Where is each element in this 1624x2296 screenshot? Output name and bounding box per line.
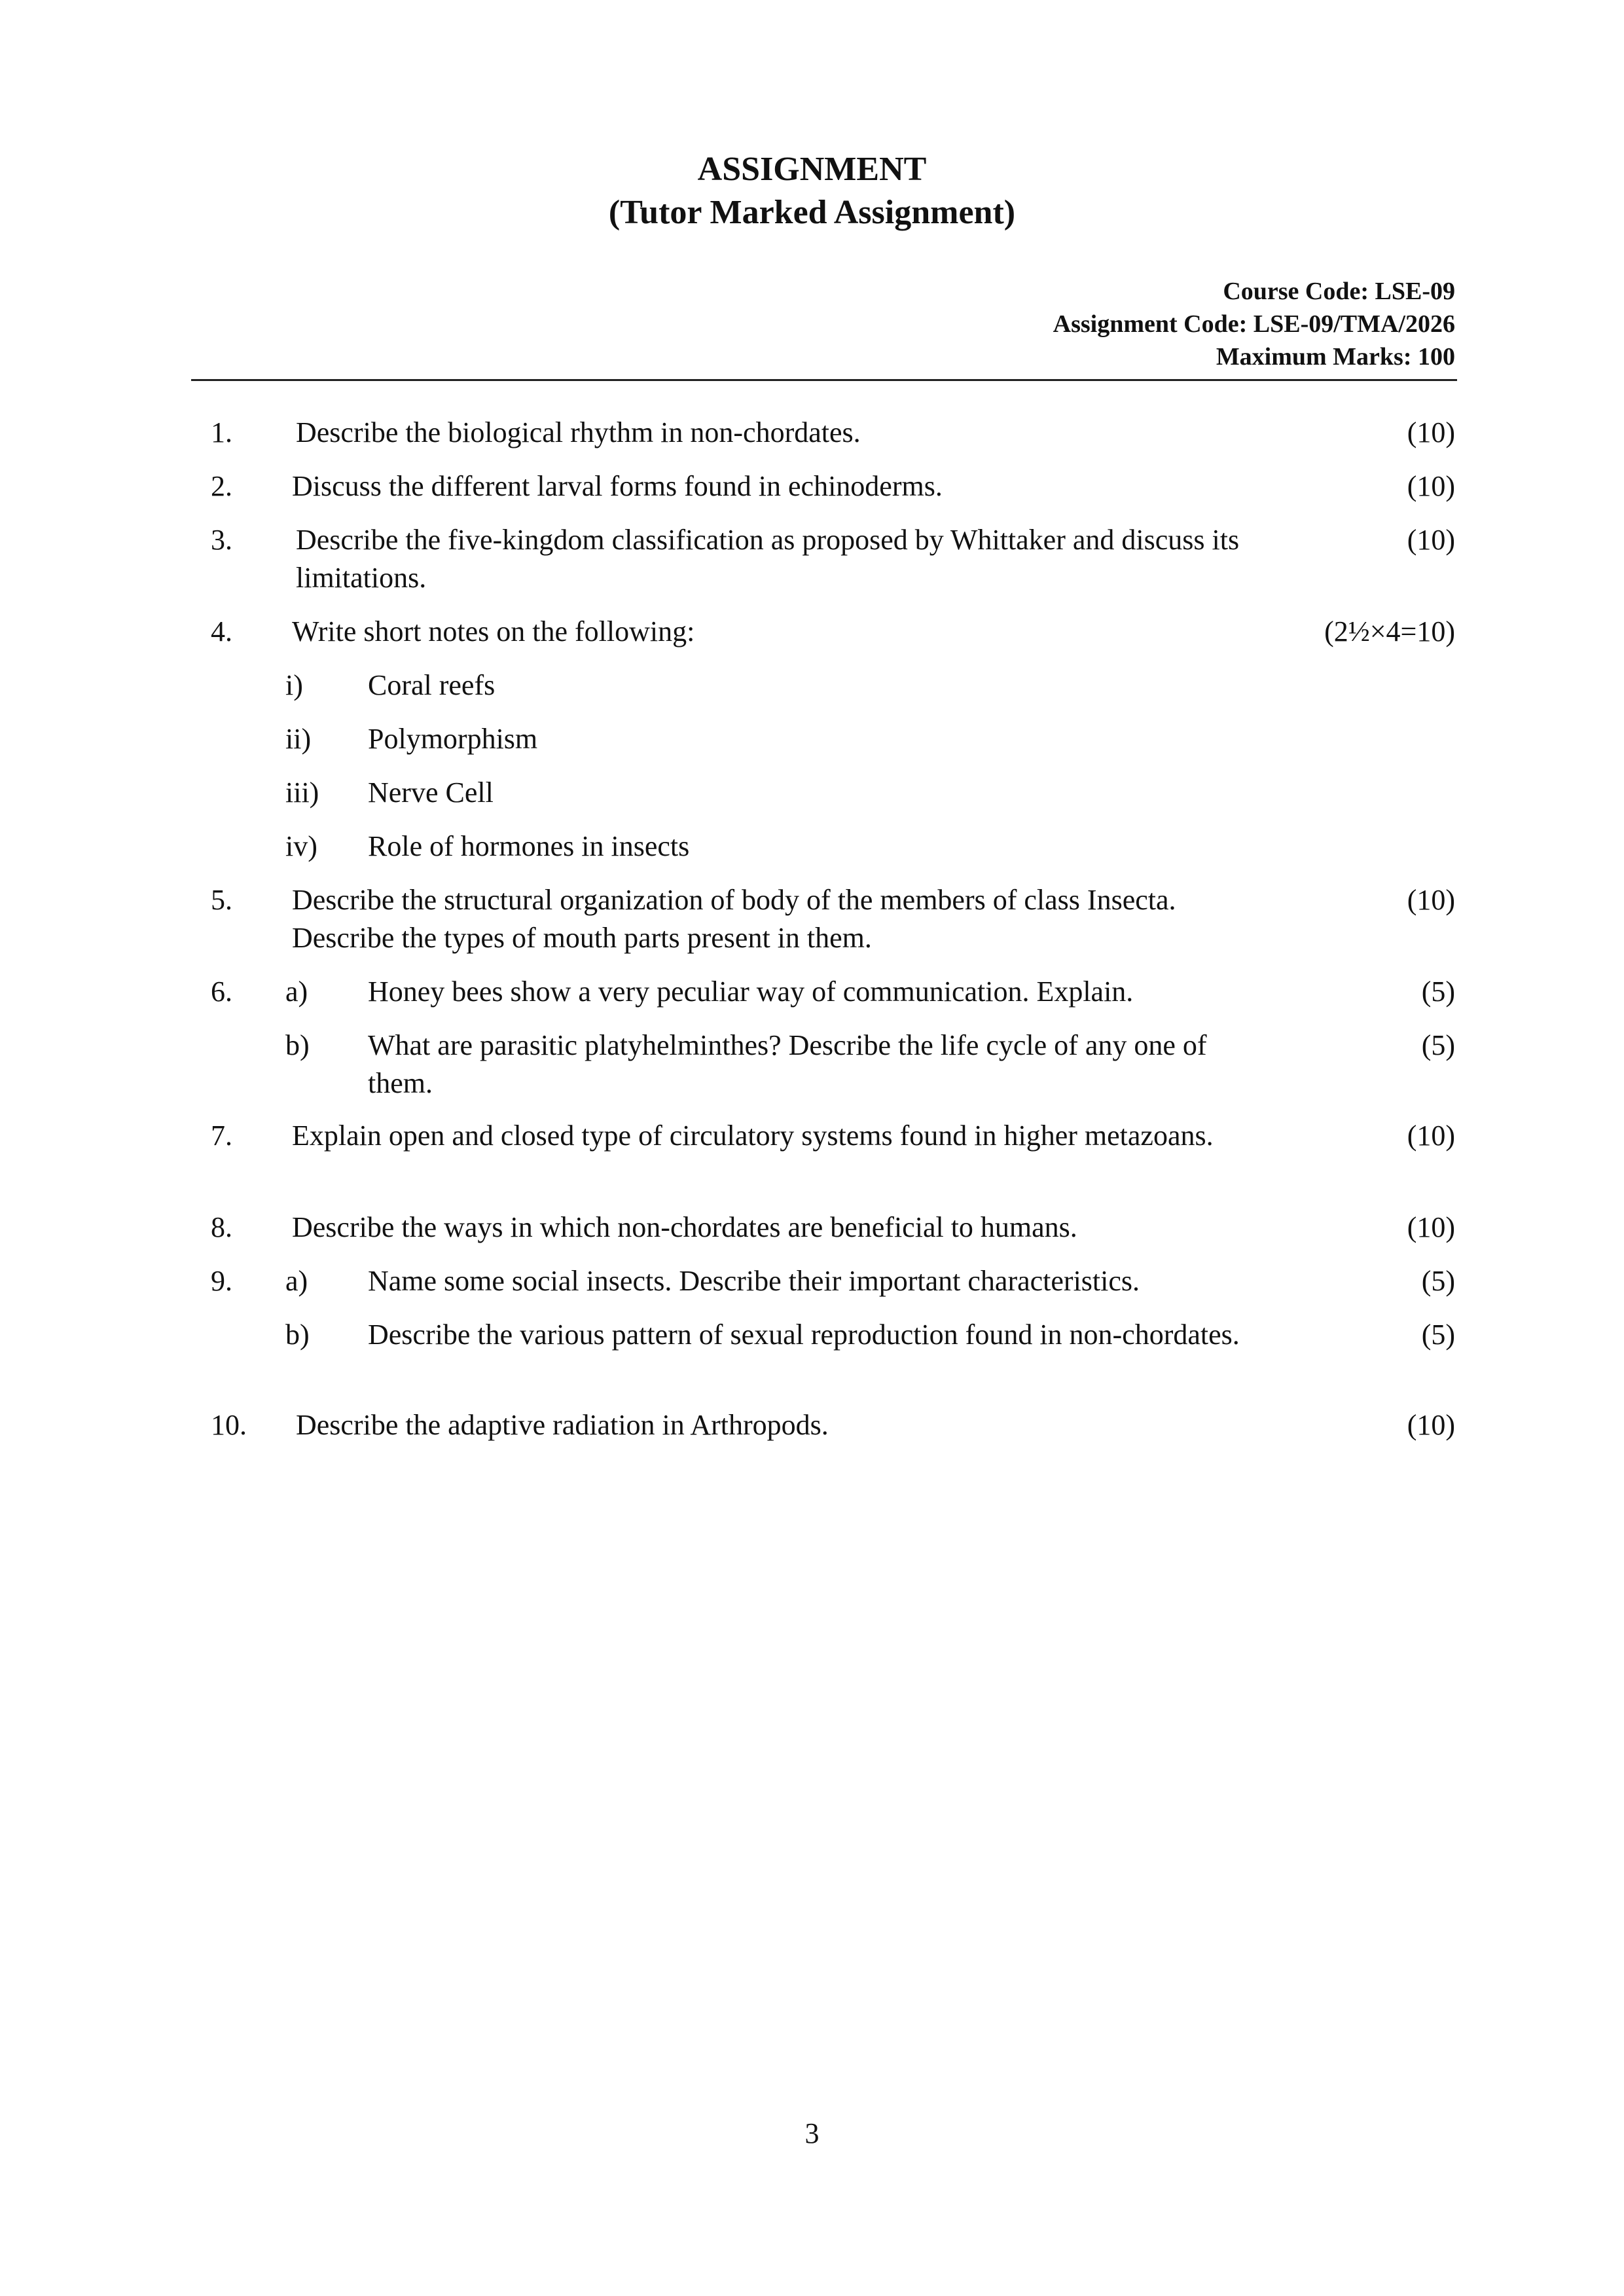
question-1-number: 1. (211, 416, 232, 448)
question-6b-label: b) (285, 1029, 310, 1061)
question-2-number: 2. (211, 470, 232, 502)
question-9-number: 9. (211, 1265, 232, 1297)
question-4-sub-iii-text: Nerve Cell (368, 776, 494, 809)
question-9a-marks: (5) (1421, 1265, 1455, 1297)
page-number: 3 (804, 2117, 820, 2149)
question-1-text: Describe the biological rhythm in non-chordates. (296, 416, 861, 448)
assignment-subtitle: (Tutor Marked Assignment) (608, 194, 1016, 231)
question-6-number: 6. (211, 975, 232, 1008)
course-code: Course Code: LSE-09 (1223, 278, 1455, 305)
question-4-sub-ii-label: ii) (285, 723, 312, 755)
header-divider (191, 379, 1457, 381)
question-4-number: 4. (211, 615, 232, 647)
question-6a-label: a) (285, 975, 308, 1008)
question-6b-marks: (5) (1421, 1029, 1455, 1061)
question-7-text: Explain open and closed type of circulatory systems found in higher metazoans. (292, 1120, 1214, 1152)
question-6a-marks: (5) (1421, 975, 1455, 1008)
question-3-marks: (10) (1407, 524, 1455, 556)
question-6a-text: Honey bees show a very peculiar way of communication. Explain. (368, 975, 1134, 1008)
question-8-number: 8. (211, 1211, 232, 1243)
assignment-title: ASSIGNMENT (697, 151, 927, 188)
question-3-number: 3. (211, 524, 232, 556)
question-9a-text: Name some social insects. Describe their important characteristics. (368, 1265, 1140, 1297)
question-7-number: 7. (211, 1120, 232, 1152)
question-5-text: Describe the structural organization of body of the members of class Insecta. Describe the types of mouth parts present in them. (292, 884, 1176, 954)
question-10-number: 10. (211, 1409, 247, 1441)
question-4-sub-iv-label: iv) (285, 830, 317, 862)
question-9b-label: b) (285, 1319, 310, 1351)
assignment-code: Assignment Code: LSE-09/TMA/2026 (1053, 310, 1455, 338)
question-9b-marks: (5) (1421, 1319, 1455, 1351)
question-8-text: Describe the ways in which non-chordates are beneficial to humans. (292, 1211, 1077, 1243)
question-4-sub-iv-text: Role of hormones in insects (368, 830, 690, 862)
question-6b-text: What are parasitic platyhelminthes? Describe the life cycle of any one of them. (368, 1029, 1207, 1099)
question-3-text: Describe the five-kingdom classification as proposed by Whittaker and discuss its limitations. (296, 524, 1240, 594)
question-4-text: Write short notes on the following: (292, 615, 695, 647)
question-8-marks: (10) (1407, 1211, 1455, 1243)
question-1-marks: (10) (1407, 416, 1455, 448)
question-4-sub-i-label: i) (285, 669, 303, 701)
question-9a-label: a) (285, 1265, 308, 1297)
question-2-marks: (10) (1407, 470, 1455, 502)
question-4-sub-i-text: Coral reefs (368, 669, 496, 701)
question-2-text: Discuss the different larval forms found in echinoderms. (292, 470, 943, 502)
question-4-sub-ii-text: Polymorphism (368, 723, 538, 755)
question-10-marks: (10) (1407, 1409, 1455, 1441)
maximum-marks: Maximum Marks: 100 (1216, 343, 1455, 371)
question-9b-text: Describe the various pattern of sexual reproduction found in non-chordates. (368, 1319, 1240, 1351)
question-5-marks: (10) (1407, 884, 1455, 916)
question-10-text: Describe the adaptive radiation in Arthropods. (296, 1409, 829, 1441)
question-5-number: 5. (211, 884, 232, 916)
question-4-sub-iii-label: iii) (285, 776, 319, 809)
question-7-marks: (10) (1407, 1120, 1455, 1152)
question-4-marks: (2½×4=10) (1324, 615, 1455, 647)
